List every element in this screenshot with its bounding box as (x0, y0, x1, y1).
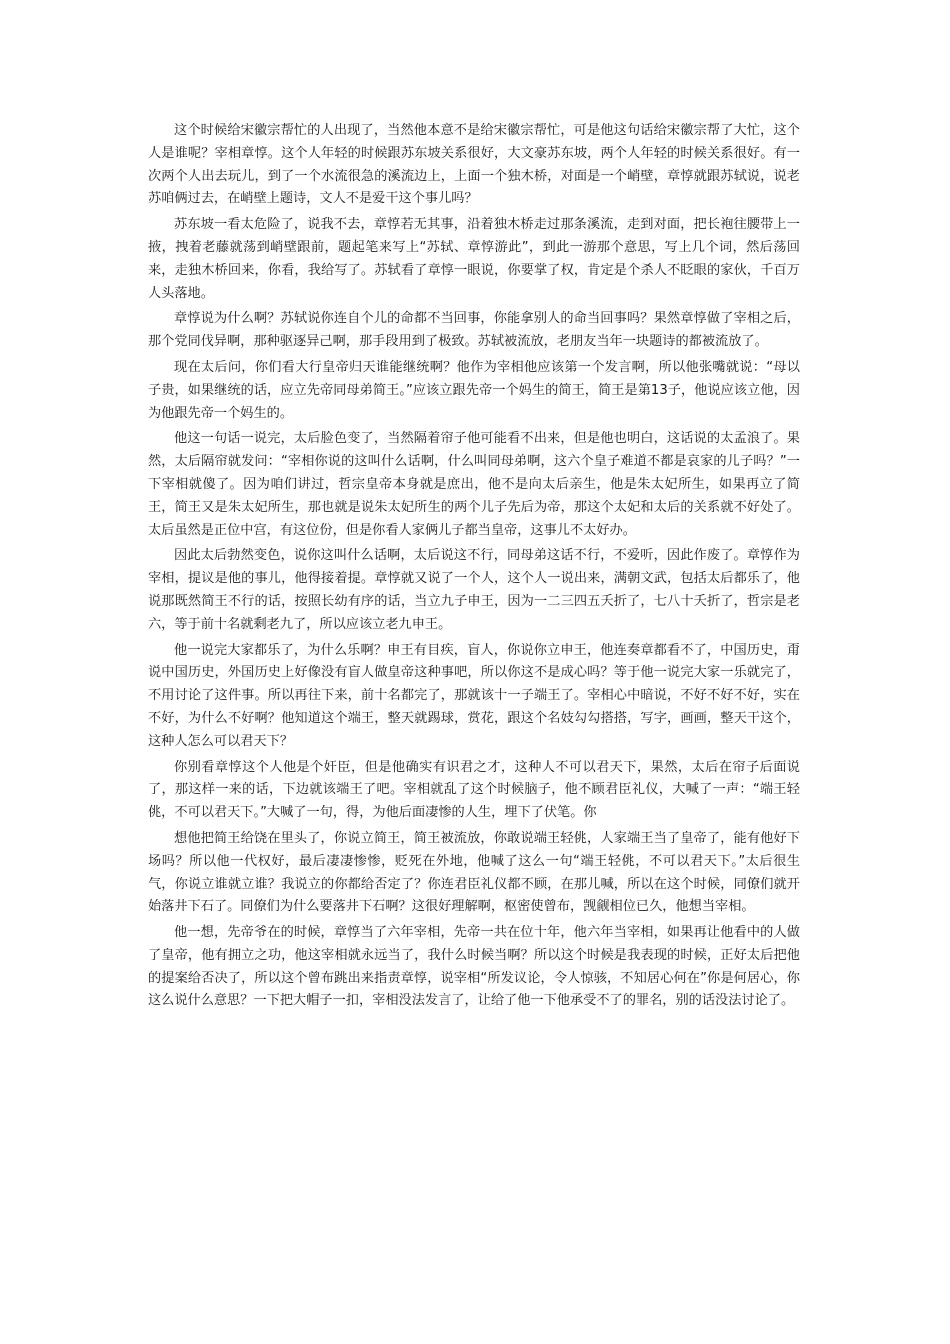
paragraph-4: 现在太后问，你们看大行皇帝归天谁能继统啊？他作为宰相他应该第一个发言啊，所以他张嘴就说：“母以子贵，如果继统的话，应立先帝同母弟简王。”应该立跟先帝一个妈生的简王，简王是第13子，他说应该立他，因为他跟先帝一个妈生的。 (148, 359, 800, 421)
paragraph-10: 他一想，先帝爷在的时候，章惇当了六年宰相，先帝一共在位十年，他六年当宰相，如果再让他看中的人做了皇帝，他有拥立之功，他这宰相就永远当了，我什么时候当啊？所以这个时候是我表现的时候，正好太后把他的提案给否决了，所以这个曾布跳出来指责章惇，说宰相“所发议论，令人惊骇，不知居心何在”你是何居心，你这么说什么意思？一下把大帽子一扣，宰相没法发言了，让给了他一下他承受不了的罪名，别的话没法讨论了。 (148, 925, 800, 1009)
paragraph-1: 这个时候给宋徽宗帮忙的人出现了，当然他本意不是给宋徽宗帮忙，可是他这句话给宋徽宗帮了大忙，这个人是谁呢？宰相章惇。这个人年轻的时候跟苏东坡关系很好，大文豪苏东坡，两个人年轻的时候关系很好。有一次两个人出去玩儿，到了一个水流很急的溪流边上，上面一个独木桥，对面是一个峭壁，章惇就跟苏轼说，说老苏咱俩过去，在峭壁上题诗，文人不是爱干这个事儿吗？ (148, 123, 800, 207)
paragraph-3: 章惇说为什么啊？苏轼说你连自个儿的命都不当回事，你能拿别人的命当回事吗？果然章惇做了宰相之后，那个党同伐异啊，那种驱逐异己啊，那手段用到了极致。苏轼被流放，老朋友当年一块题诗的都被流放了。 (148, 311, 800, 350)
paragraph-8: 你别看章惇这个人他是个奸臣，但是他确实有识君之才，这种人不可以君天下，果然，太后在帘子后面说了，那这样一来的话，下边就该端王了吧。宰相就乱了这个时候脑子，他不顾君臣礼仪，大喊了一声：“端王轻佻，不可以君天下。”大喊了一句，得，为他后面凄惨的人生，埋下了伏笔。你 (148, 759, 800, 821)
paragraph-7: 他一说完大家都乐了，为什么乐啊？申王有目疾，盲人，你说你立申王，他连奏章都看不了，中国历史，甭说中国历史，外国历史上好像没有盲人做皇帝这种事吧，所以你这不是成心吗？等于他一说完大家一乐就完了，不用讨论了这件事。所以再往下来，前十名都完了，那就该十一子端王了。宰相心中暗说，不好不好不好，实在不好，为什么不好啊？他知道这个端王，整天就踢球，赏花，跟这个名妓勾勾搭搭，写字，画画，整天干这个，这种人怎么可以君天下？ (148, 642, 800, 749)
paragraph-6: 因此太后勃然变色，说你这叫什么话啊，太后说这不行，同母弟这话不行，不爱听，因此作废了。章惇作为宰相，提议是他的事儿，他得接着提。章惇就又说了一个人，这个人一说出来，满朝文武，包括太后都乐了，他说那既然简王不行的话，按照长幼有序的话，当立九子申王，因为一二三四五夭折了，七八十夭折了，哲宗是老六，等于前十名就剩老九了，所以应该立老九申王。 (148, 548, 800, 632)
paragraph-5: 他这一句话一说完，太后脸色变了，当然隔着帘子他可能看不出来，但是他也明白，这话说的太孟浪了。果然，太后隔帘就发问：“宰相你说的这叫什么话啊，什么叫同母弟啊，这六个皇子难道不都是哀家的儿子吗？”一下宰相就傻了。因为咱们讲过，哲宗皇帝本身就是庶出，他不是向太后亲生，他是朱太妃所生，如果再立了简王，简王又是朱太妃所生，那也就是说朱太妃所生的两个儿子先后为帝，那这个太妃和太后的关系就不好处了。太后虽然是正位中宫，有这位份，但是你看人家俩儿子都当皇帝，这事儿不太好办。 (148, 431, 800, 538)
paragraph-9: 想他把简王给饶在里头了，你说立简王，简王被流放，你敢说端王轻佻，人家端王当了皇帝了，能有他好下场吗？所以他一代权好，最后凄凄惨惨，贬死在外地，他喊了这么一句“端王轻佻，不可以君天下。”太后很生气，你说立谁就立谁？我说立的你都给否定了？你连君臣礼仪都不顾，在那儿喊，所以在这个时候，同僚们就开始落井下石了。同僚们为什么要落井下石啊？这很好理解啊，枢密使曾布，觊觎相位已久，他想当宰相。 (148, 830, 800, 915)
paragraph-2: 苏东坡一看太危险了，说我不去，章惇若无其事，沿着独木桥走过那条溪流，走到对面，把长袍往腰带上一掖，拽着老藤就荡到峭壁跟前，题起笔来写上“苏轼、章惇游此”，到此一游那个意思，写上几个词，然后荡回来，走独木桥回来，你看，我给写了。苏轼看了章惇一眼说，你要掌了权，肯定是个杀人不眨眼的家伙，千百万人头落地。 (148, 217, 800, 301)
document-body (148, 120, 800, 1016)
